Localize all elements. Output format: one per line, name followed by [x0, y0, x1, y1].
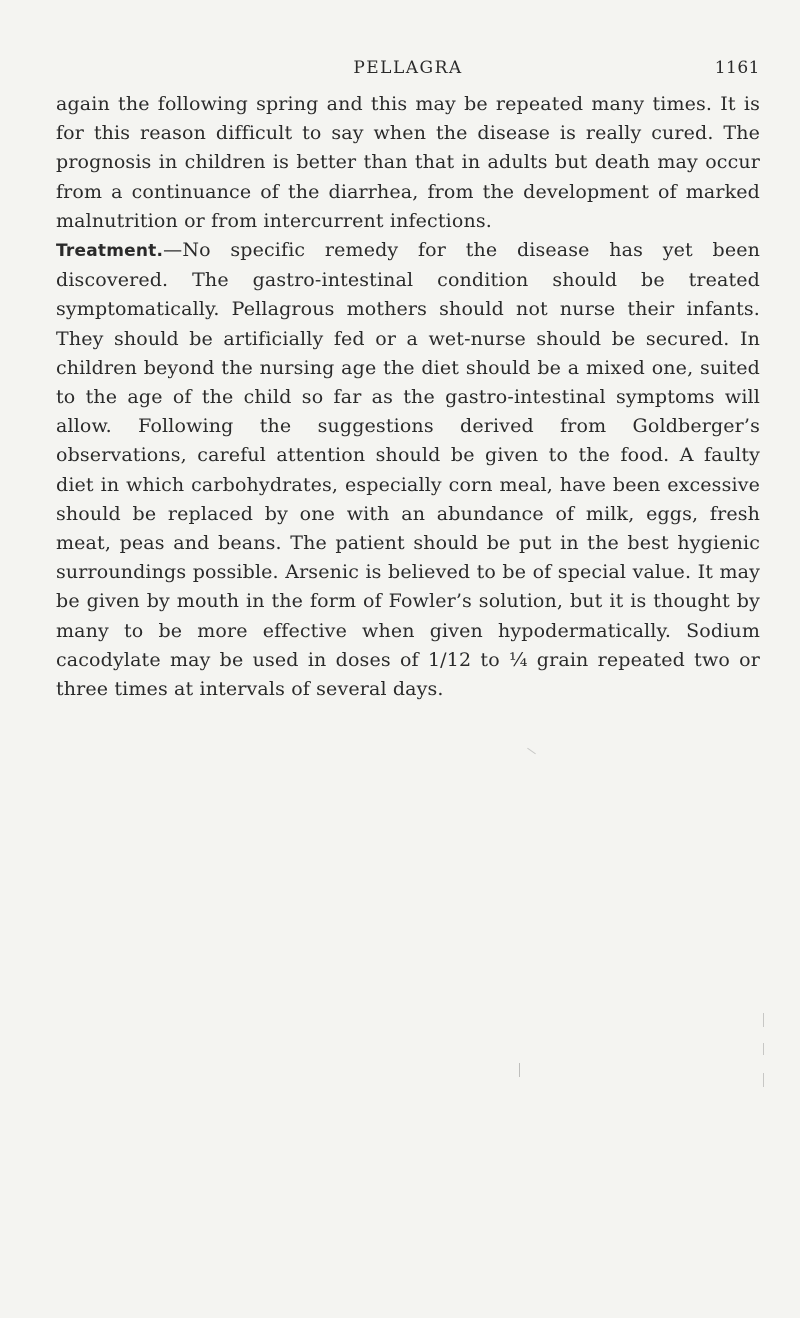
body-text — [56, 90, 760, 704]
stray-mark — [763, 1043, 764, 1055]
stray-mark — [763, 1013, 764, 1027]
stray-mark — [519, 1063, 520, 1077]
treatment-heading: Treatment. — [56, 241, 164, 262]
running-head — [56, 58, 760, 84]
running-title: PELLAGRA — [353, 58, 463, 78]
page-number: 1161 — [714, 58, 760, 78]
paragraph-prognosis: again the following spring and this may be repeated many times. It is for this reason difficult to say when the disease is really cured. The prognosis in children is better than that in adults but death may occur from a continuance of the diarrhea, from the development of marked malnutrition or from intercurrent infections. — [56, 93, 760, 232]
stray-mark — [763, 1073, 764, 1087]
paragraph-treatment — [56, 236, 760, 704]
treatment-text: —No specific remedy for the disease has yet been discovered. The gastro-intestinal condition should be treated symptomatically. Pellagrous mothers should not nurse their infants. They should be artificially fed or a wet-nurse should be secured. In children beyond the nursing age the diet should be a mixed one, suited to the age of the child so far as the gastro-intestinal symptoms will allow. Following the suggestions derived from Goldberger’s observations, careful attention should be given to the food. A faulty diet in which carbohydrates, especially corn meal, have been excessive should be replaced by one with an abundance of milk, eggs, fresh meat, peas and beans. The patient should be put in the best hygienic surroundings possible. Arsenic is believed to be of special value. It may be given by mouth in the form of Fowler’s solution, but it is thought by many to be more effective when given hypodermatically. Sodium cacodylate may be used in doses of 1/12 to ¼ grain repeated two or three times at intervals of several days. — [56, 239, 760, 701]
stray-mark — [527, 748, 536, 755]
